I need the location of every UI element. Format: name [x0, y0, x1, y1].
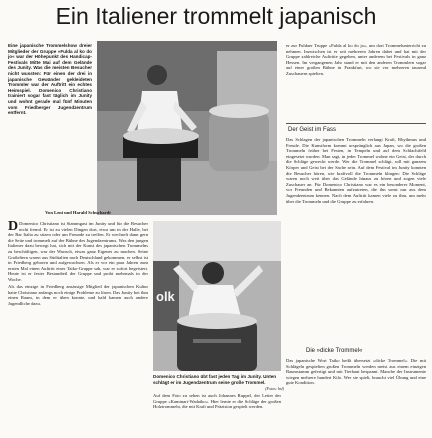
left-body-text: Domenico Christiano ist Stammgast im Junity und für die Besucher nicht fremd. Er ist zu vielen Dingen dort, etwa um in der Halle, bei der Bar Italia zu sitzen oder um Freunde zu treffen. Er wechselt dann gern die Seite und trommelt auf der Bühne des Jugendzentrums. Was den jungen Italiener dazu bewegt hat, sich mit der Kunst des japanischen Trommelns zu beschäftigen, war der Wunsch, etwas ganz Eigenes zu machen. Seine Großeltern waren aus Süditalien nach Deutschland gekommen, er selbst ist in Friedberg geboren und aufgewachsen. Als er vor ein paar Jahren zum ersten Mal einen Auftritt einer Taiko-Gruppe sah, war er sofort begeistert. Heute ist er fester Bestandteil der Gruppe und probt mehrmals in der Woche.: [8, 221, 148, 282]
top-photo: [97, 41, 277, 215]
photo-background-lettering: olk: [156, 289, 175, 304]
intro-text: [8, 43, 92, 201]
drummer-photo-image: [97, 41, 277, 215]
right-column-top: [286, 43, 426, 119]
bottom-photo: [153, 221, 281, 371]
right-column-bottom: [286, 358, 426, 434]
subhead-rule: [286, 123, 426, 124]
subhead-der-geist-im-fass: Der Geist im Fass: [288, 127, 337, 133]
right-middle-paragraph: Das Schlagen der japanischen Trommeln verlangt Kraft, Rhythmus und Freude. Die Kunstform kommt ursprünglich aus Japan, wo die großen Trommeln früher bei Festen, in Tempeln und auf dem Schlachtfeld eingesetzt wurden. Man sagt, in jeder Trommel wohne ein Geist, der durch die Schläge geweckt werde. Wer die Trommel schlägt, soll mit ganzem Körper und Geist bei der Sache sein. Auf dem Festival im Junity konnten die Besucher hören, wie kraftvoll die Trommeln klingen: Die Schläge waren noch weit über das Gelände hinaus zu hören und zogen viele Zuschauer an. Für Domenico Christiano war es ein besonderer Moment, vor Freunden und Bekannten aufzutreten, die ihn sonst nur aus dem Jugendzentrum kennen. Nach dem Auftritt kamen viele zu ihm, um mehr über die Trommeln und die Gruppe zu erfahren.: [286, 137, 426, 204]
right-bottom-paragraph: Das japanische Wort Taiko heißt übersetzt »dicke Trommel«. Die mit Schlägeln gespielten großen Trommeln werden meist aus einem einzigen Baumstamm gefertigt und mit Tierhaut bespannt. Manche der Instrumente wiegen mehrere hundert Kilo. Wer sie spielt, braucht viel Übung und eine gute Kondition.: [286, 358, 426, 386]
left-column-body: [8, 221, 148, 434]
middle-column-bottom: [153, 393, 281, 434]
left-body-paragraph-2: Als das einzige in Friedberg ansässige Mitglied der japanischen Kultur hatte Christiano anfangs noch einige Probleme zu lösen. Das Junity bot ihm einen Raum, in dem er üben konnte, und bald kamen auch andere Jugendliche dazu.: [8, 284, 148, 306]
photo-credit: (Fotos: hsl): [265, 386, 284, 391]
middle-bottom-paragraph: Auf dem Foto zu sehen ist auch Johannes Ruppel, der Leiter der Gruppe »Kaminari-Wadaiko«. Hier lernte er die Schläge der großen Holztrommeln, die mit Kraft und Präzision gespielt werden.: [153, 393, 281, 410]
byline: Von Leni und Harald Schuchardt: [45, 210, 111, 215]
dropcap: D: [8, 221, 19, 234]
right-top-paragraph: er zur Fuldaer Truppe »Fulda al ko do jo«, um dort Trommelunterricht zu nehmen. Inzwischen ist er seit mehreren Jahren dabei und hat mit der Gruppe zahlreiche Auftritte gegeben, unter anderem bei Festivals in ganz Hessen. Im vergangenen Jahr stand er mit den anderen Trommlern sogar auf einer großen Bühne in Frankfurt, wo sie vor mehreren tausend Zuschauern spielten.: [286, 43, 426, 76]
subhead-dicke-trommel: Die »dicke Trommel«: [306, 348, 363, 354]
drum-photo-image: [153, 221, 281, 371]
intro-paragraph: Eine japanische Trommelshow dreier Mitglieder der Gruppe »Fulda al ko do jo« war der Höhepunkt des Handicap-Festivals Mitte Mai auf dem Gelände des Junity. Was die meisten Besucher nicht wussten: Für einen der drei in japanische Gewänder gekleideten Trommler war der Auftritt ein echtes Heimspiel. Domenico Christiano trainiert sogar fast täglich im Junity und wohnt gerade mal fünf Minuten vom Friedberger Jugendzentrum entfernt.: [8, 43, 92, 116]
headline: Ein Italiener trommelt japanisch: [55, 3, 377, 29]
right-column-middle: [286, 137, 426, 344]
photo-caption: Domenico Christiano übt fast jeden Tag im Junity. Unten schlägt er im Jugendzentrum seine große Trommel.: [153, 374, 277, 385]
left-body-paragraph: [8, 221, 148, 283]
